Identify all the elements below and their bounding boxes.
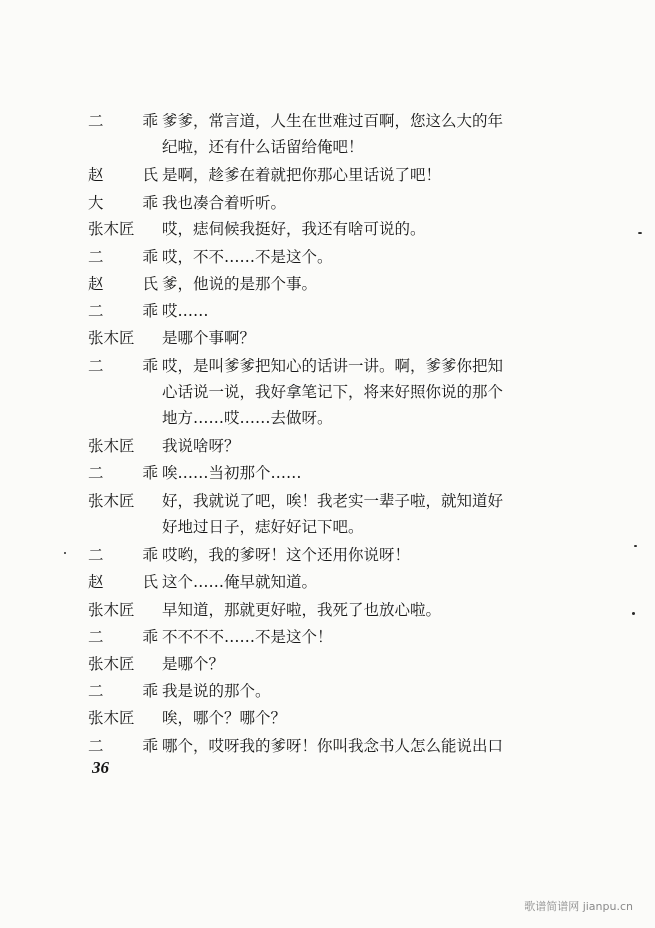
speaker-name: 张木匠 xyxy=(88,437,135,455)
speaker-name: 张木匠 xyxy=(88,220,135,238)
dialogue-line xyxy=(88,162,578,188)
speaker-name: 二 乖 xyxy=(88,682,158,700)
speaker-name: 张木匠 xyxy=(88,329,135,347)
speech-text: 纪啦，还有什么话留给俺吧！ xyxy=(162,138,364,156)
speaker-name: 二 乖 xyxy=(88,546,158,564)
dialogue-line xyxy=(88,108,578,134)
dialogue-line xyxy=(88,569,578,595)
speech-text: 哎…… xyxy=(162,302,209,320)
speech-text: 哪个，哎呀我的爹呀！你叫我念书人怎么能说出口 xyxy=(162,737,504,755)
speech-text: 好，我就说了吧，唉！我老实一辈子啦，就知道好 xyxy=(162,492,504,510)
ink-speck xyxy=(638,232,642,234)
speech-text: 哎哟，我的爹呀！这个还用你说呀！ xyxy=(162,546,411,564)
speaker-name: 二 乖 xyxy=(88,737,158,755)
speaker-name: 赵 氏 xyxy=(88,573,158,591)
dialogue-line xyxy=(88,460,578,486)
ink-speck xyxy=(64,552,66,554)
speech-text: 是哪个？ xyxy=(162,655,225,673)
dialogue-line xyxy=(88,134,578,160)
dialogue-line xyxy=(88,651,578,677)
speech-text: 我是说的那个。 xyxy=(162,682,271,700)
dialogue-line xyxy=(88,244,578,270)
speech-text: 心话说一说，我好拿笔记下，将来好照你说的那个 xyxy=(162,383,504,401)
dialogue-line xyxy=(88,216,578,242)
speaker-name: 二 乖 xyxy=(88,248,158,266)
speech-text: 哎，痣伺候我挺好，我还有啥可说的。 xyxy=(162,220,426,238)
dialogue-line xyxy=(88,325,578,351)
dialogue-line xyxy=(88,542,578,568)
speaker-name: 二 乖 xyxy=(88,464,158,482)
speaker-name: 张木匠 xyxy=(88,492,135,510)
speech-text: 哎，是叫爹爹把知心的话讲一讲。啊，爹爹你把知 xyxy=(162,357,504,375)
speech-text: 不不不不……不是这个！ xyxy=(162,628,333,646)
watermark: 歌谱简谱网 jianpu.cn xyxy=(524,900,633,913)
dialogue-line xyxy=(88,597,578,623)
speech-text: 好地过日子，痣好好记下吧。 xyxy=(162,518,364,536)
page-number: 36 xyxy=(92,758,109,777)
speaker-name: 二 乖 xyxy=(88,628,158,646)
dialogue-line xyxy=(88,353,578,379)
speaker-name: 张木匠 xyxy=(88,601,135,619)
dialogue-line xyxy=(88,190,578,216)
speech-text: 是啊，趁爹在着就把你那心里话说了吧！ xyxy=(162,166,442,184)
speaker-name: 二 乖 xyxy=(88,112,158,130)
dialogue-line xyxy=(88,271,578,297)
speaker-name: 赵 氏 xyxy=(88,166,158,184)
speech-text: 早知道，那就更好啦，我死了也放心啦。 xyxy=(162,601,442,619)
dialogue-line xyxy=(88,514,578,540)
dialogue-line xyxy=(88,433,578,459)
dialogue-line xyxy=(88,678,578,704)
speaker-name: 赵 氏 xyxy=(88,275,158,293)
speaker-name: 张木匠 xyxy=(88,655,135,673)
dialogue-line xyxy=(88,379,578,405)
speech-text: 唉……当初那个…… xyxy=(162,464,302,482)
dialogue-line xyxy=(88,488,578,514)
dialogue-line xyxy=(88,624,578,650)
speaker-name: 张木匠 xyxy=(88,709,135,727)
speech-text: 这个……俺早就知道。 xyxy=(162,573,318,591)
speech-text: 爹爹，常言道，人生在世难过百啊，您这么大的年 xyxy=(162,112,504,130)
dialogue-line xyxy=(88,733,578,759)
dialogue-line xyxy=(88,298,578,324)
ink-speck xyxy=(632,612,635,615)
speech-text: 我说啥呀？ xyxy=(162,437,240,455)
speech-text: 地方……哎……去做呀。 xyxy=(162,409,333,427)
dialogue-line xyxy=(88,405,578,431)
speech-text: 哎，不不……不是这个。 xyxy=(162,248,333,266)
speech-text: 唉，哪个？哪个？ xyxy=(162,709,287,727)
speaker-name: 二 乖 xyxy=(88,302,158,320)
speaker-name: 大 乖 xyxy=(88,194,158,212)
speech-text: 爹，他说的是那个事。 xyxy=(162,275,318,293)
ink-speck xyxy=(634,545,637,547)
dialogue-line xyxy=(88,705,578,731)
speaker-name: 二 乖 xyxy=(88,357,158,375)
speech-text: 是哪个事啊？ xyxy=(162,329,256,347)
speech-text: 我也凑合着听听。 xyxy=(162,194,287,212)
